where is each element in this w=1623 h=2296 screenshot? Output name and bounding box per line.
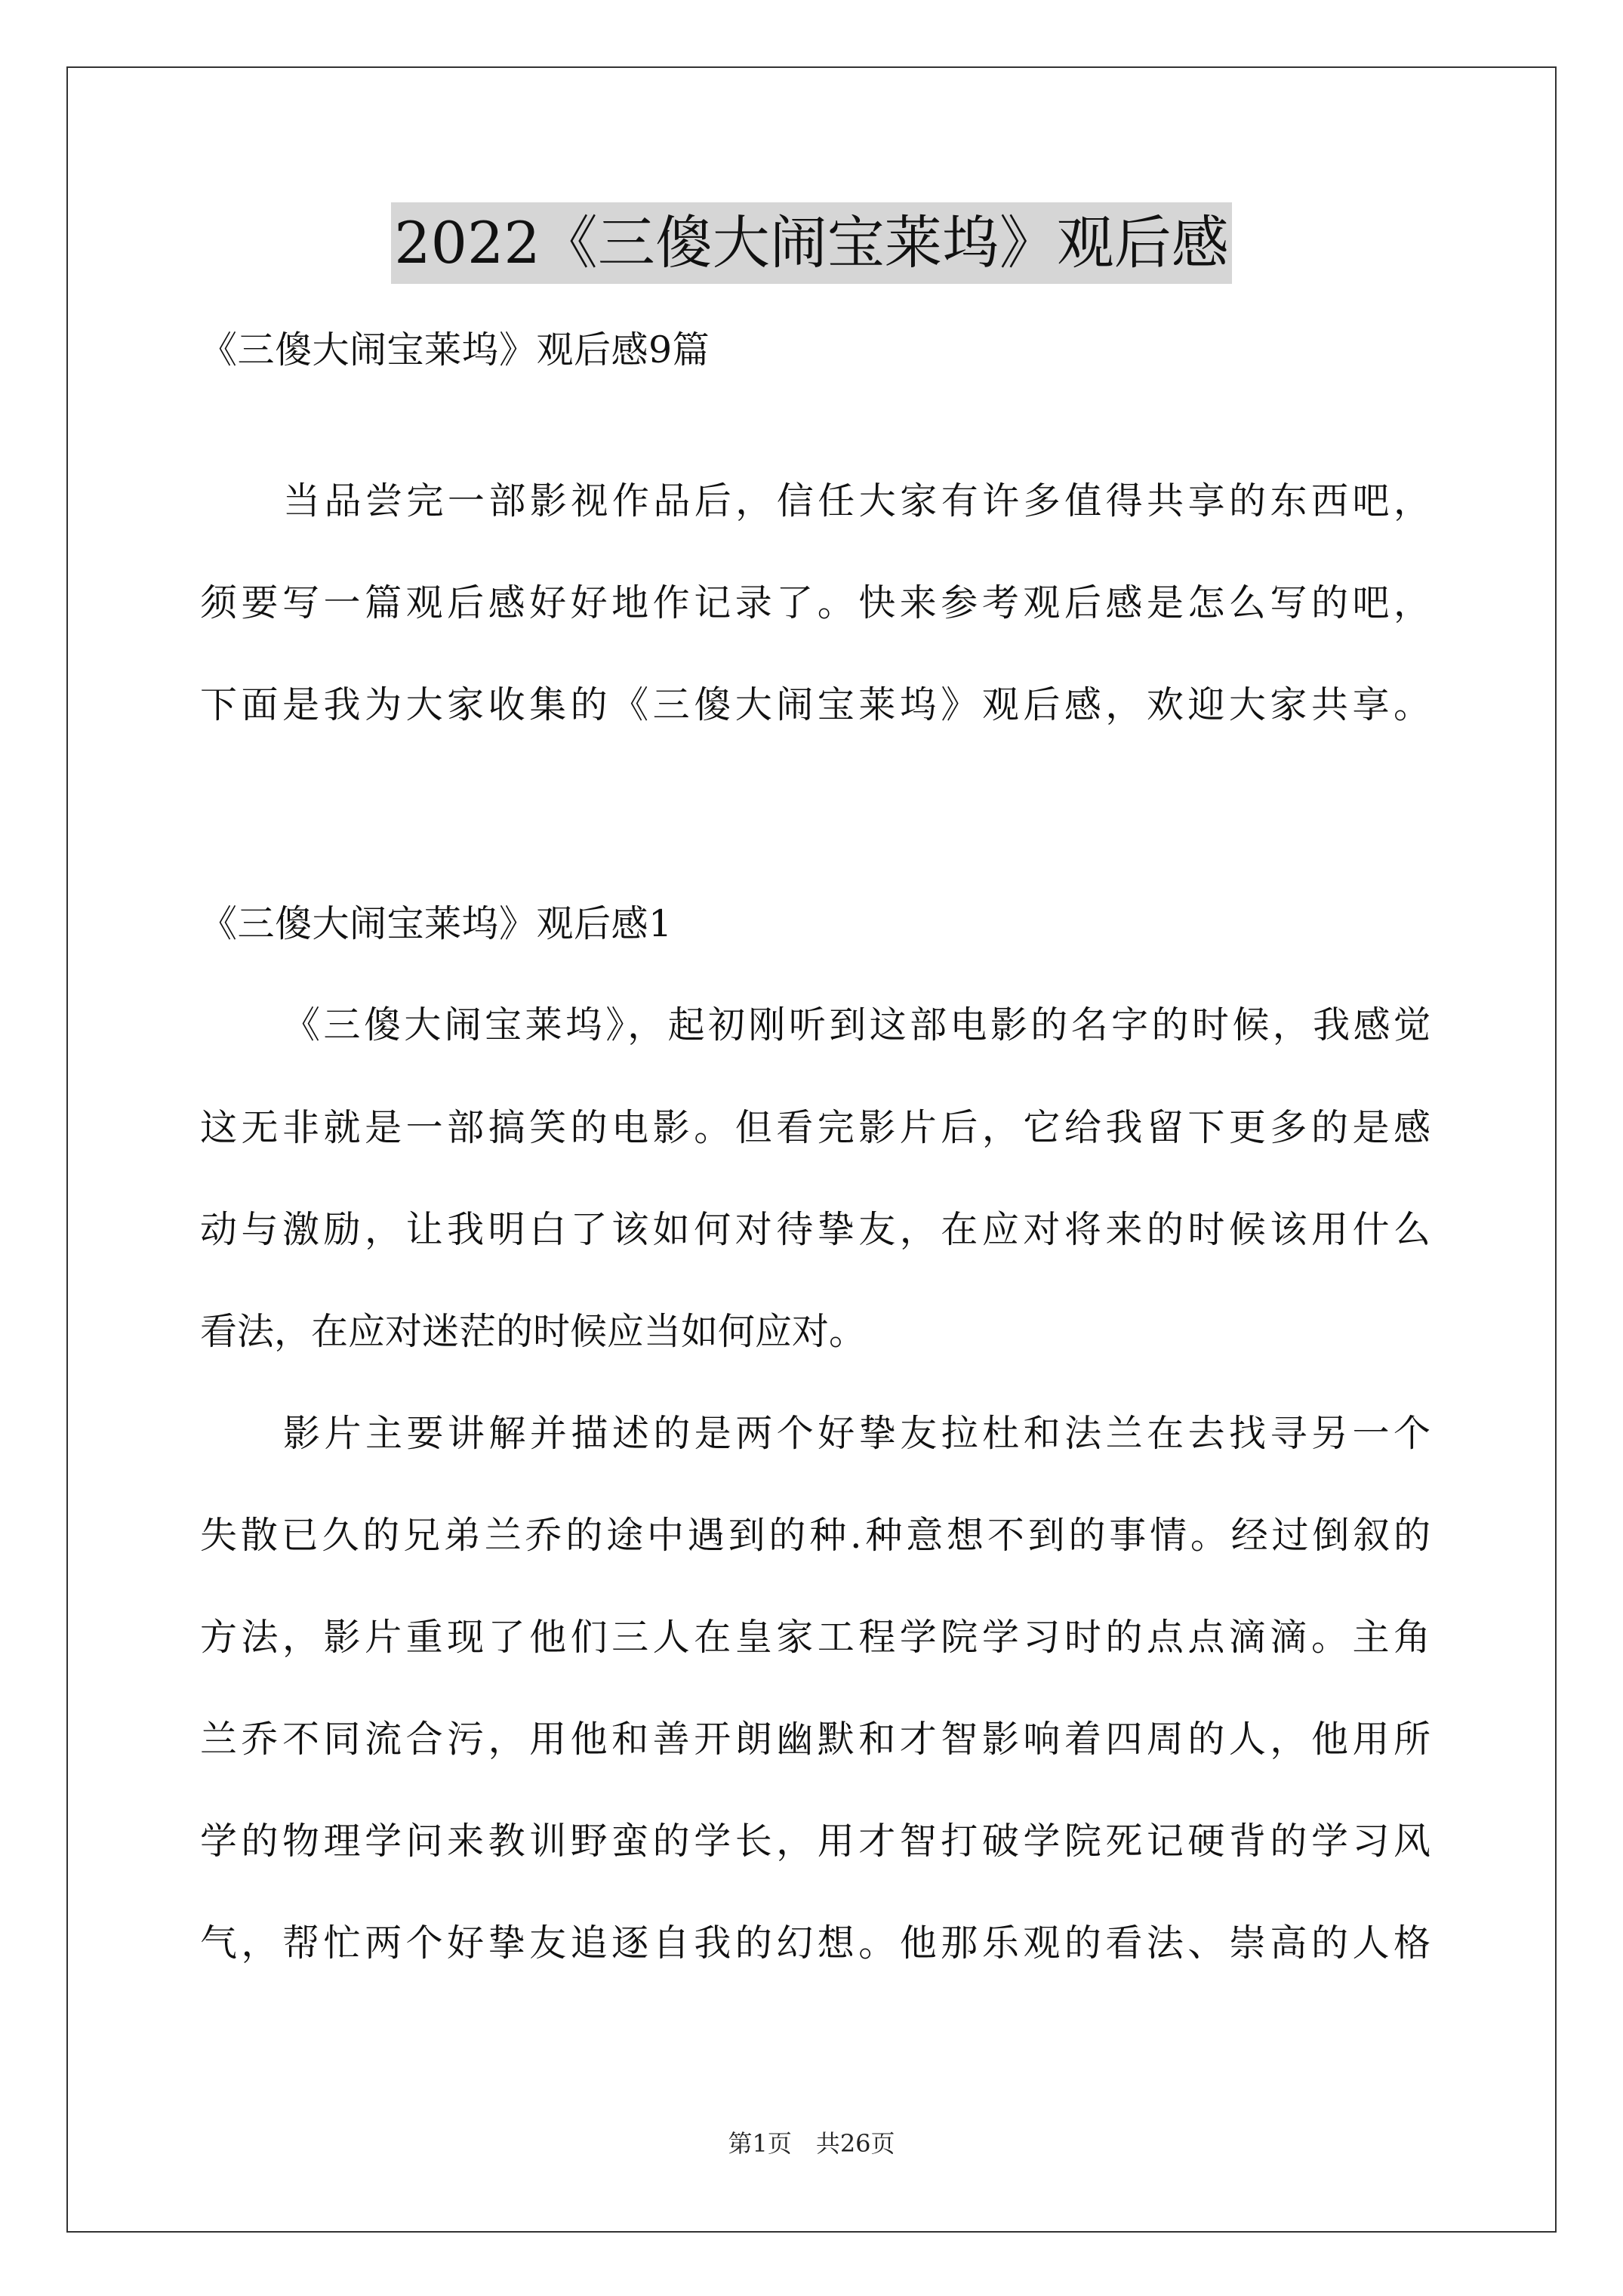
para2-line-5: 学的物理学问来教训野蛮的学长，用才智打破学院死记硬背的学习风 — [200, 1820, 1431, 1863]
intro-line-3: 下面是我为大家收集的《三傻大闹宝莱坞》观后感，欢迎大家共享。 — [200, 683, 1431, 726]
document-title: 2022《三傻大闹宝莱坞》观后感 — [391, 202, 1231, 284]
para2-line-3: 方法，影片重现了他们三人在皇家工程学院学习时的点点滴滴。主角 — [200, 1616, 1431, 1659]
subtitle: 《三傻大闹宝莱坞》观后感9篇 — [200, 328, 710, 371]
para1-line-3: 动与激励，让我明白了该如何对待挚友，在应对将来的时候该用什么 — [200, 1208, 1431, 1251]
para1-line-2: 这无非就是一部搞笑的电影。但看完影片后，它给我留下更多的是感 — [200, 1106, 1431, 1149]
page-footer: 第1页 共26页 — [728, 2129, 895, 2158]
section-heading: 《三傻大闹宝莱坞》观后感1 — [200, 902, 673, 945]
para2-line-4: 兰乔不同流合污，用他和善开朗幽默和才智影响着四周的人，他用所 — [200, 1718, 1431, 1761]
para1-line-1: 《三傻大闹宝莱坞》，起初刚听到这部电影的名字的时候，我感觉 — [283, 1003, 1431, 1046]
para1-line-4: 看法，在应对迷茫的时候应当如何应对。 — [200, 1310, 867, 1353]
title-wrap — [0, 202, 1623, 284]
para2-line-1: 影片主要讲解并描述的是两个好挚友拉杜和法兰在去找寻另一个 — [283, 1412, 1431, 1455]
para2-line-2: 失散已久的兄弟兰乔的途中遇到的种.种意想不到的事情。经过倒叙的 — [200, 1514, 1431, 1557]
intro-line-1: 当品尝完一部影视作品后，信任大家有许多值得共享的东西吧， — [283, 479, 1431, 522]
para2-line-6: 气，帮忙两个好挚友追逐自我的幻想。他那乐观的看法、崇高的人格 — [200, 1922, 1431, 1965]
intro-line-2: 须要写一篇观后感好好地作记录了。快来参考观后感是怎么写的吧， — [200, 581, 1431, 624]
